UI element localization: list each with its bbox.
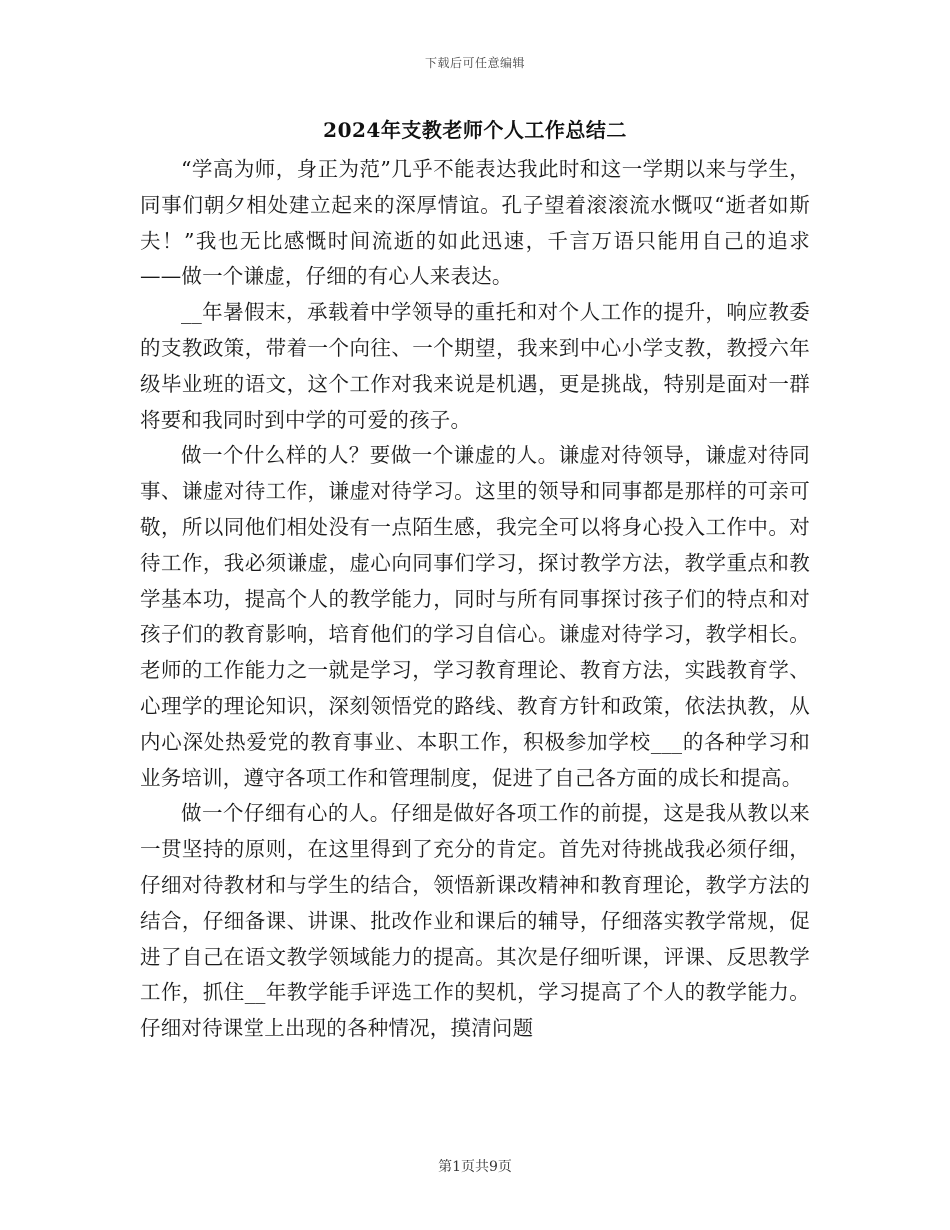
- document-title: 2024年支教老师个人工作总结二: [323, 118, 627, 142]
- paragraph-2: __年暑假末，承载着中学领导的重托和对个人工作的提升，响应教委的支教政策，带着一个向往、一个期望，我来到中心小学支教，教授六年级毕业班的语文，这个工作对我来说是机遇，更是挑战，特别是面对一群将要和我同时到中学的可爱的孩子。: [140, 300, 810, 432]
- paragraph-3: 做一个什么样的人？要做一个谦虚的人。谦虚对待领导，谦虚对待同事、谦虚对待工作，谦虚对待学习。这里的领导和同事都是那样的可亲可敬，所以同他们相处没有一点陌生感，我完全可以将身心投入工作中。对待工作，我必须谦虚，虚心向同事们学习，探讨教学方法，教学重点和教学基本功，提高个人的教学能力，同时与所有同事探讨孩子们的特点和对孩子们的教育影响，培育他们的学习自信心。谦虚对待学习，教学相长。老师的工作能力之一就是学习，学习教育理论、教育方法，实践教育学、心理学的理论知识，深刻领悟党的路线、教育方针和政策，依法执教，从内心深处热爱党的教育事业、本职工作，积极参加学校___的各种学习和业务培训，遵守各项工作和管理制度，促进了自己各方面的成长和提高。: [140, 443, 810, 790]
- page-header-note: 下载后可任意编辑: [424, 56, 525, 70]
- paragraph-1: “学高为师，身正为范”几乎不能表达我此时和这一学期以来与学生，同事们朝夕相处建立起来的深厚情谊。孔子望着滚滚流水慨叹“逝者如斯夫！”我也无比感慨时间流逝的如此迅速，千言万语只能用自己的追求——做一个谦虚，仔细的有心人来表达。: [140, 157, 810, 289]
- document-body: [140, 152, 810, 1047]
- page-number: 第1页共9页: [438, 1159, 512, 1175]
- paragraph-4: 做一个仔细有心的人。仔细是做好各项工作的前提，这是我从教以来一贯坚持的原则，在这里得到了充分的肯定。首先对待挑战我必须仔细，仔细对待教材和与学生的结合，领悟新课改精神和教育理论，教学方法的结合，仔细备课、讲课、批改作业和课后的辅导，仔细落实教学常规，促进了自己在语文教学领域能力的提高。其次是仔细听课，评课、反思教学工作，抓住__年教学能手评选工作的契机，学习提高了个人的教学能力。仔细对待课堂上出现的各种情况，摸清问题: [140, 801, 810, 1041]
